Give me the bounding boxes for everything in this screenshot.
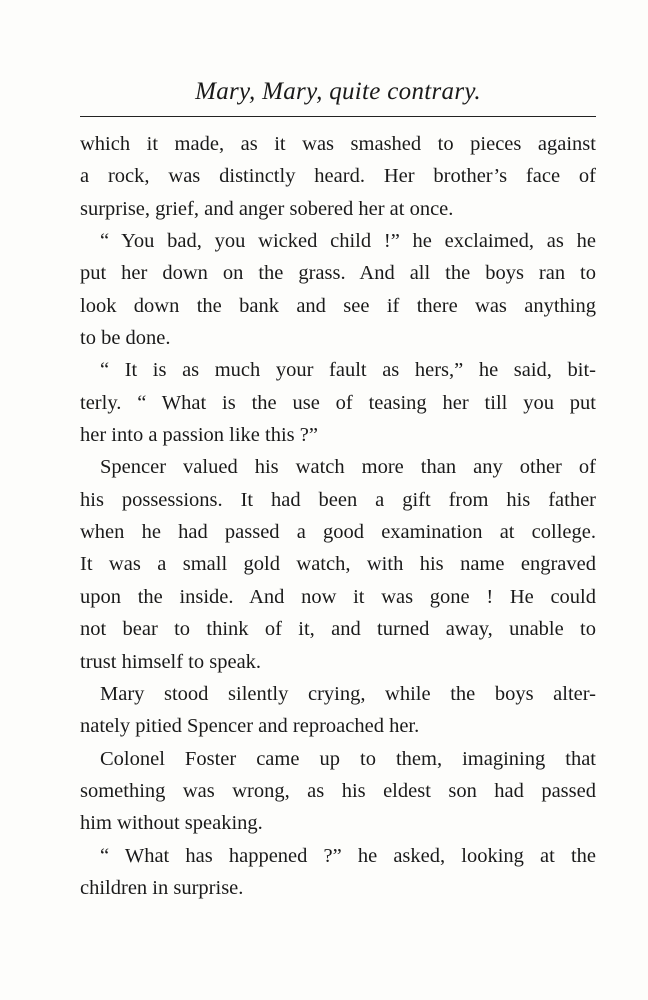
- text-line: nately pitied Spencer and reproached her.: [80, 715, 420, 738]
- text-line: upon the inside. And now it was gone ! He could: [80, 585, 596, 608]
- text-line: which it made, as it was smashed to pieces against: [80, 133, 596, 155]
- running-head: Mary, Mary, quite contrary.: [195, 78, 481, 105]
- text-line: put her down on the grass. And all the boys ran to: [80, 262, 596, 285]
- text-line: her into a passion like this ?”: [80, 424, 318, 447]
- text-line: Spencer valued his watch more than any other of: [100, 456, 596, 479]
- text-line: surprise, grief, and anger sobered her at once.: [80, 197, 454, 220]
- text-line: something was wrong, as his eldest son had passed: [80, 779, 596, 802]
- text-line: It was a small gold watch, with his name engraved: [80, 553, 596, 576]
- text-line: his possessions. It had been a gift from his father: [80, 488, 596, 511]
- text-line: “ It is as much your fault as hers,” he said, bit-: [100, 359, 596, 382]
- text-line: not bear to think of it, and turned away, unable to: [80, 618, 596, 641]
- text-line: look down the bank and see if there was anything: [80, 294, 596, 317]
- text-line: to be done.: [80, 327, 171, 350]
- header-rule: [80, 116, 596, 117]
- text-line: Mary stood silently crying, while the boys alter-: [100, 682, 596, 705]
- text-line: children in surprise.: [80, 876, 244, 899]
- text-line: “ You bad, you wicked child !” he exclaimed, as he: [100, 230, 596, 253]
- text-line: terly. “ What is the use of teasing her till you put: [80, 391, 596, 414]
- body-text: [80, 128, 596, 904]
- text-line: when he had passed a good examination at college.: [80, 521, 596, 544]
- text-line: him without speaking.: [80, 812, 263, 835]
- text-line: “ What has happened ?” he asked, looking at the: [100, 844, 596, 867]
- text-line: trust himself to speak.: [80, 650, 262, 673]
- text-line: a rock, was distinctly heard. Her brother’s face of: [80, 165, 596, 188]
- text-line: Colonel Foster came up to them, imagining that: [100, 747, 596, 770]
